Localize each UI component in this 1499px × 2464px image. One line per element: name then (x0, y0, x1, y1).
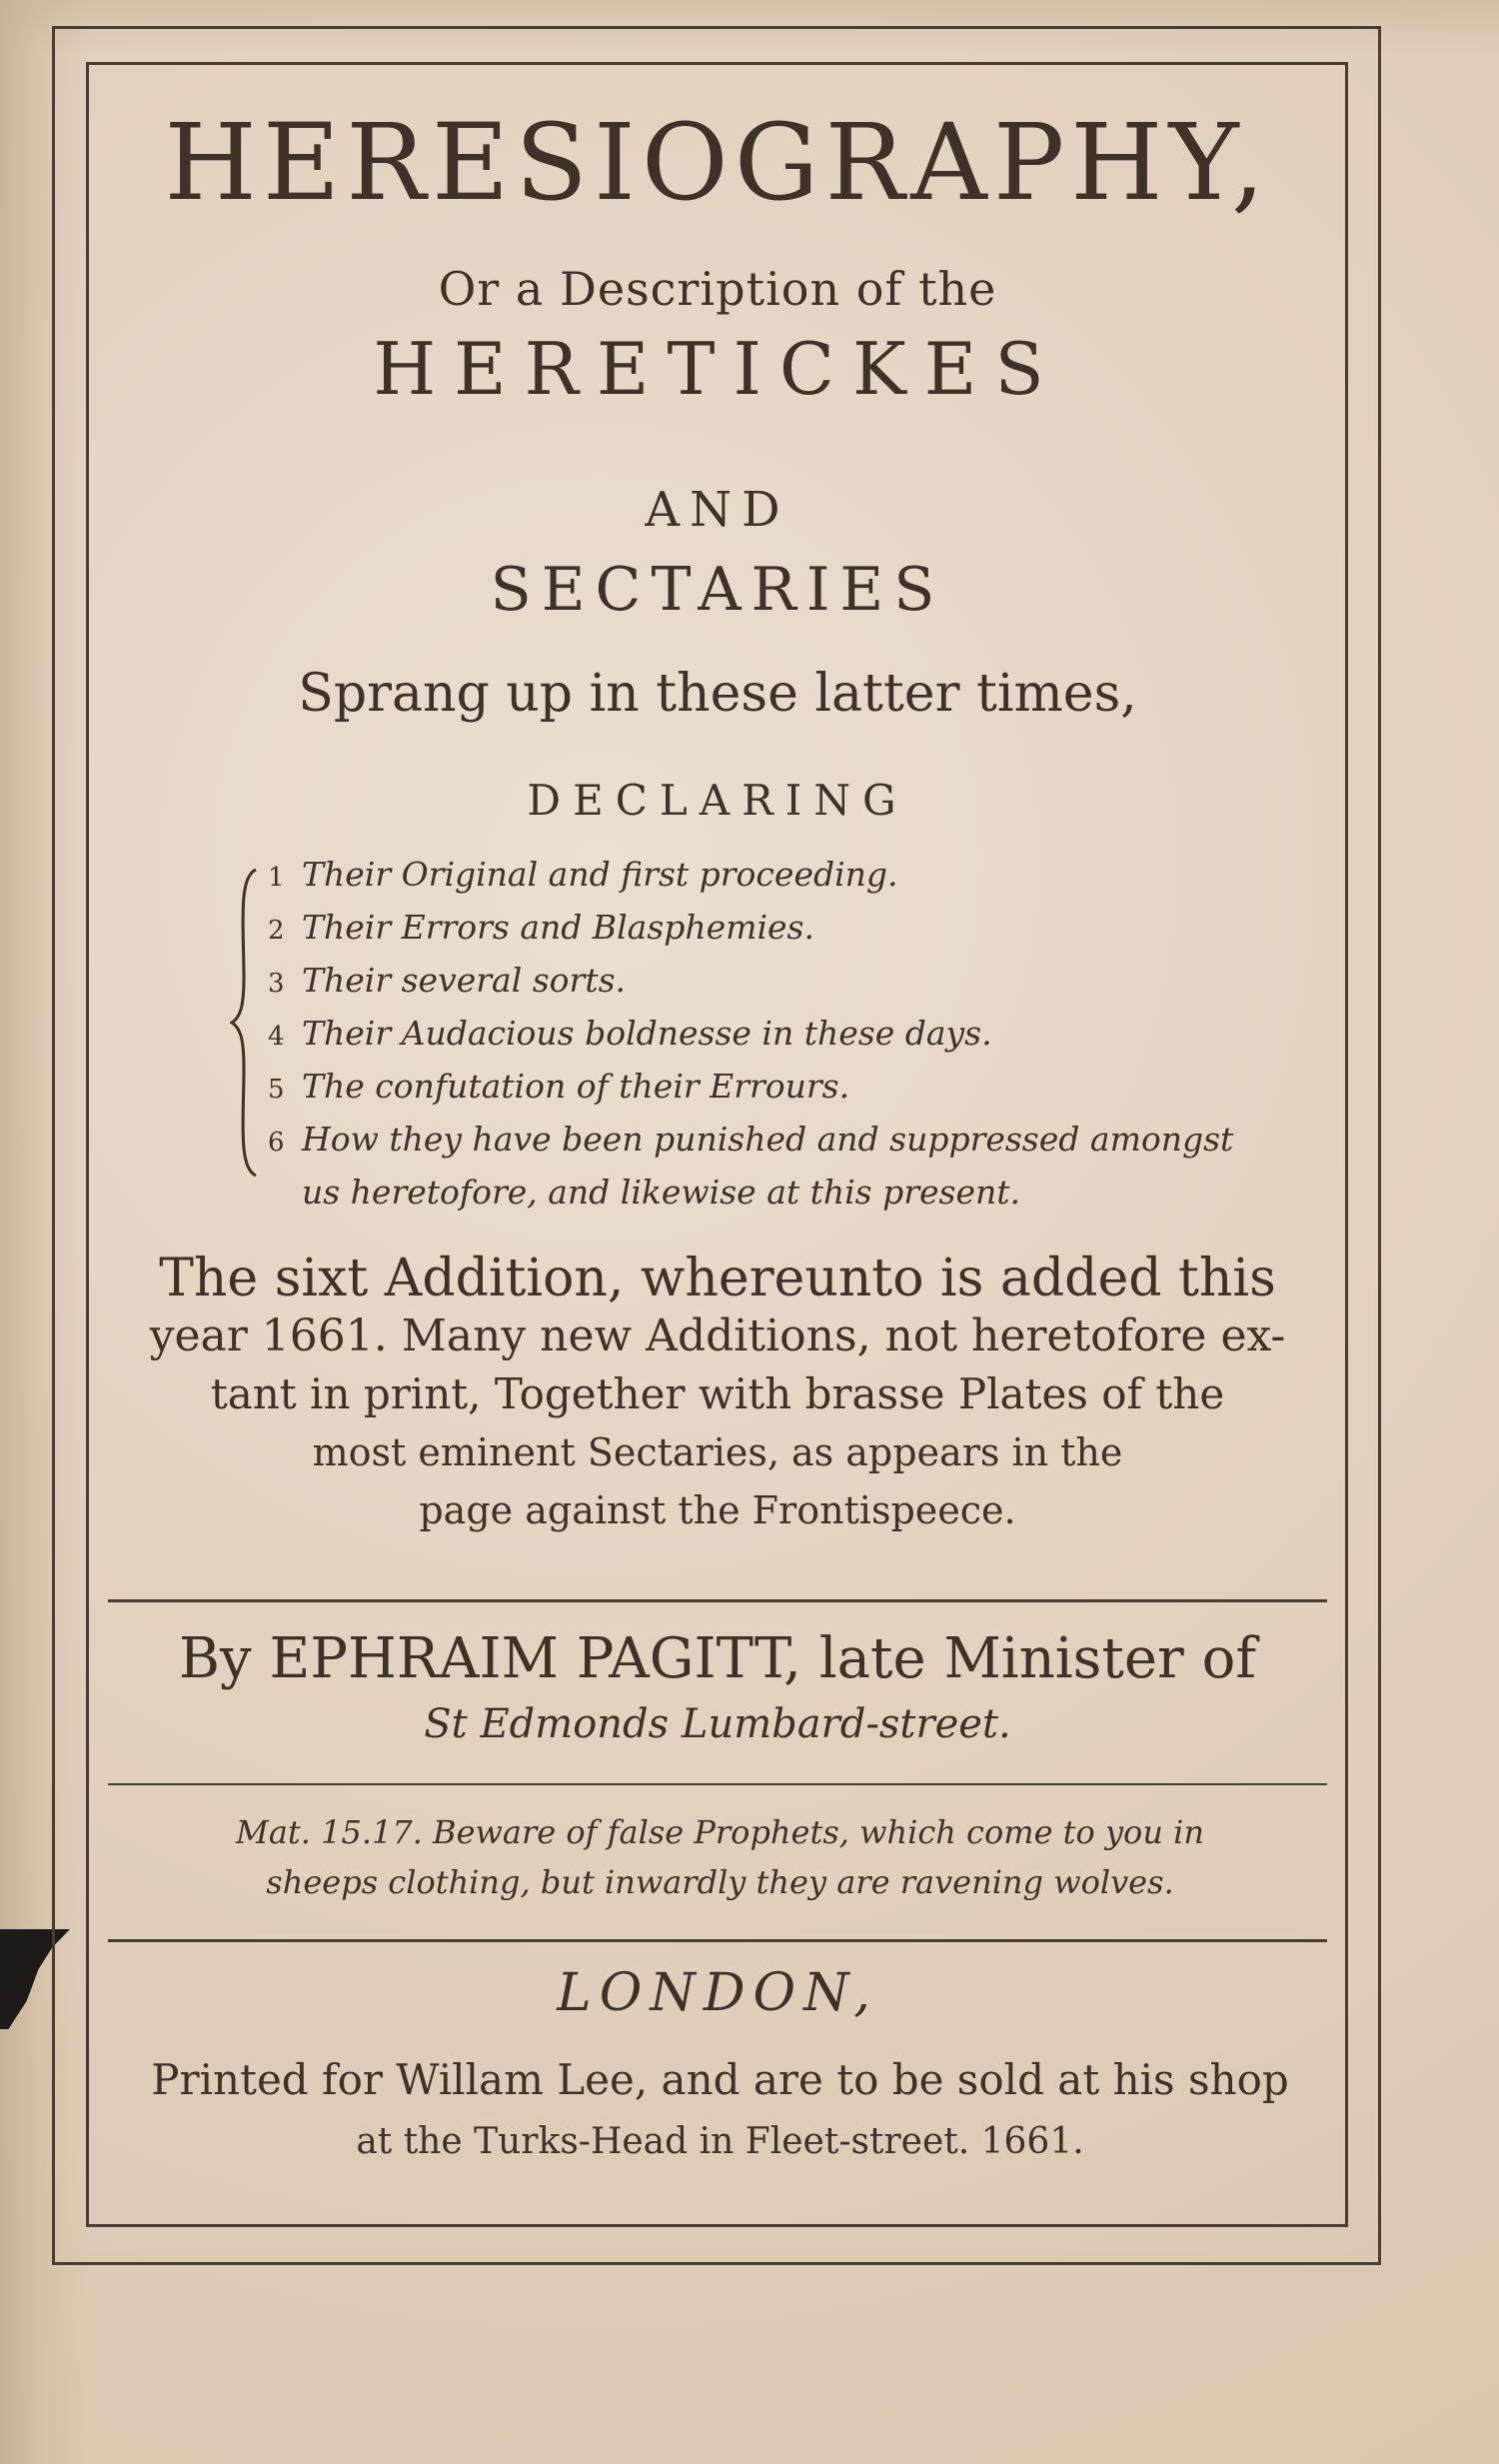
declaring-item-text: Their Errors and Blasphemies. (302, 908, 814, 947)
addition-line: year 1661. Many new Additions, not heretofore ex- (149, 1310, 1286, 1361)
declaring-item-number: 5 (268, 1075, 285, 1105)
declaring-item (268, 956, 1307, 1009)
book-subtitle: Or a Description of the (438, 262, 997, 316)
declaring-item-number: 4 (268, 1022, 285, 1052)
subject-heretickes: HERETICKES (373, 327, 1062, 411)
declaring-item-continuation: us heretofore, and likewise at this present. (302, 1173, 1021, 1212)
declaring-heading: DECLARING (527, 776, 908, 825)
declaring-item-number: 6 (268, 1128, 285, 1158)
subject-sectaries: SECTARIES (490, 555, 945, 625)
declaring-item-text: Their Audacious boldnesse in these days. (302, 1014, 992, 1053)
imprint-line: at the Turks-Head in Fleet-street. 1661. (356, 2121, 1084, 2162)
declaring-item-text: Their several sorts. (302, 961, 627, 1000)
declaring-item-text: Their Original and first proceeding. (302, 855, 898, 894)
declaring-item (268, 1009, 1307, 1062)
scripture-quote (108, 1807, 1332, 1907)
section-rule (108, 1783, 1327, 1785)
declaring-item (268, 1115, 1307, 1168)
declaring-item-number: 1 (268, 863, 285, 893)
author-line: By EPHRAIM PAGITT, late Minister of (178, 1626, 1257, 1691)
addition-notice (108, 1249, 1327, 1539)
imprint-line: Printed for Willam Lee, and are to be sold at his shop (151, 2055, 1289, 2104)
subject-tail: Sprang up in these latter times, (298, 664, 1137, 724)
declaring-item-number: 2 (268, 916, 285, 946)
addition-line: page against the Frontispeece. (419, 1488, 1016, 1532)
scripture-line: Mat. 15.17. Beware of false Prophets, which come to you in (236, 1813, 1204, 1851)
declaring-item-number: 3 (268, 969, 285, 999)
book-title: HERESIOGRAPHY, (164, 101, 1271, 224)
section-rule (108, 1939, 1327, 1942)
declaring-item-text: The confutation of their Errours. (302, 1067, 850, 1106)
brace-icon (230, 868, 260, 1178)
imprint-city: LONDON, (557, 1963, 878, 2023)
addition-line: most eminent Sectaries, as appears in the (312, 1430, 1123, 1474)
declaring-item-text: How they have been punished and suppressed amongst (302, 1120, 1234, 1159)
scripture-line: sheeps clothing, but inwardly they are ravening wolves. (266, 1863, 1174, 1901)
subject-conjunction: AND (645, 482, 790, 538)
author-place: St Edmonds Lumbard-street. (424, 1701, 1011, 1747)
addition-line: tant in print, Together with brasse Plates of the (210, 1369, 1225, 1418)
imprint (108, 2049, 1332, 2173)
declaring-item (268, 850, 1307, 903)
declaring-item (268, 903, 1307, 956)
section-rule (108, 1599, 1327, 1602)
addition-line: The sixt Addition, whereunto is added this (159, 1248, 1276, 1308)
declaring-list (268, 850, 1307, 1217)
declaring-item (268, 1062, 1307, 1115)
